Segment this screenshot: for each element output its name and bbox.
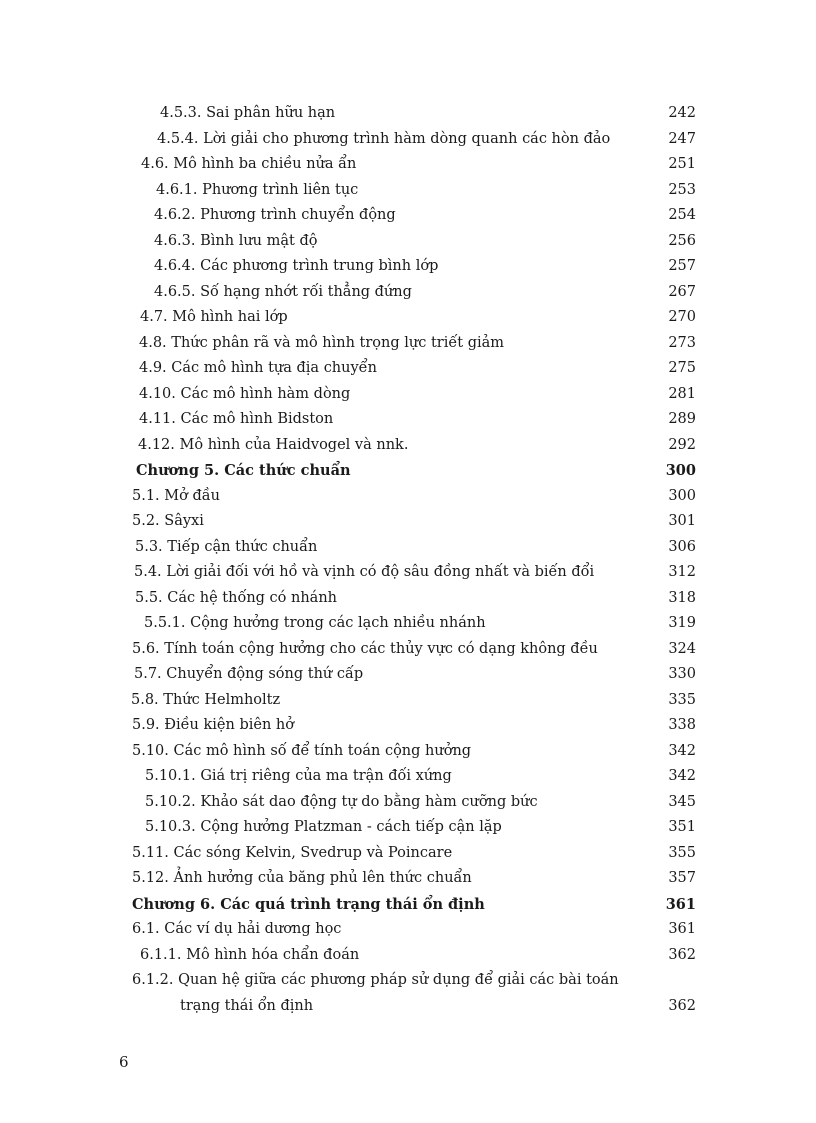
toc-entry-title: 5.10.1. Giá trị riêng của ma trận đối xứng	[145, 768, 452, 784]
toc-entry-title: 5.12. Ảnh hưởng của băng phủ lên thức chuẩn	[132, 870, 472, 886]
toc-entry-page: 306	[668, 538, 696, 555]
toc-entry-page: 242	[668, 105, 696, 121]
toc-entry	[0, 178, 816, 204]
toc-entry-title: 5.1. Mở đầu	[132, 487, 220, 504]
toc-entry-title: 5.10. Các mô hình số để tính toán cộng hưởng	[132, 742, 472, 759]
toc-entry-page: 319	[668, 615, 696, 631]
toc-entry-page: 289	[668, 411, 696, 427]
toc-entry-title: 5.6. Tính toán cộng hưởng cho các thủy vực có dạng không đều	[132, 640, 598, 657]
toc-entry-title: 6.1.2. Quan hệ giữa các phương pháp sử dụng để giải các bài toán	[132, 972, 619, 988]
toc-entry-page: 273	[668, 334, 696, 351]
toc-entry	[0, 127, 816, 153]
toc-entry	[0, 433, 816, 459]
toc-entry	[0, 713, 816, 739]
toc-entry	[0, 790, 816, 816]
toc-entry-page: 281	[668, 385, 696, 402]
toc-entry	[0, 841, 816, 867]
toc-entry-page: 257	[668, 258, 696, 274]
toc-entry-page: 361	[668, 921, 696, 937]
toc-entry-title: 6.1. Các ví dụ hải dương học	[132, 921, 342, 937]
toc-entry-page: 342	[668, 742, 696, 759]
toc-entry-page: 351	[668, 819, 696, 835]
toc-entry-title: 4.7. Mô hình hai lớp	[140, 309, 288, 325]
toc-entry-title: 5.7. Chuyển động sóng thứ cấp	[134, 666, 364, 682]
toc-entry-title: 5.8. Thức Helmholtz	[131, 691, 281, 708]
toc-entry-title: 4.5.4. Lời giải cho phương trình hàm dòng quanh các hòn đảo	[157, 130, 611, 147]
toc-entry-page: 324	[668, 640, 696, 657]
toc-entry	[0, 280, 816, 306]
toc-entry	[0, 866, 816, 892]
toc-entry-title: Chương 6. Các quá trình trạng thái ổn định	[132, 895, 485, 913]
toc-entry-page: 301	[668, 513, 696, 529]
toc-entry-title: 4.6. Mô hình ba chiều nửa ẩn	[141, 156, 357, 172]
toc-entry-page: 312	[668, 564, 696, 580]
toc-chapter-heading	[0, 892, 816, 918]
toc-entry-title: 5.10.2. Khảo sát dao động tự do bằng hàm cưỡng bức	[145, 793, 538, 810]
toc-entry-title: 4.9. Các mô hình tựa địa chuyển	[139, 360, 377, 376]
toc-entry-title: 5.5.1. Cộng hưởng trong các lạch nhiều nhánh	[144, 615, 486, 631]
toc-entry-title: 4.8. Thức phân rã và mô hình trọng lực triết giảm	[139, 334, 505, 351]
toc-entry	[0, 152, 816, 178]
toc-entry-page: 362	[668, 997, 696, 1014]
page-number: 6	[119, 1053, 129, 1071]
toc-entry-page: 361	[665, 895, 696, 913]
toc-entry-page: 362	[668, 946, 696, 963]
toc-entry	[0, 509, 816, 535]
toc-entry-page: 300	[668, 487, 696, 504]
toc-entry	[0, 229, 816, 255]
table-of-contents	[0, 101, 816, 1019]
toc-entry-page: 355	[668, 844, 696, 861]
toc-entry-title: 5.5. Các hệ thống có nhánh	[135, 589, 338, 606]
toc-entry-page: 342	[668, 768, 696, 784]
toc-entry	[0, 101, 816, 127]
toc-entry-page: 253	[668, 181, 696, 198]
toc-entry-page: 345	[668, 793, 696, 810]
toc-entry	[0, 739, 816, 765]
toc-entry-page: 300	[665, 462, 696, 479]
toc-entry-title: 4.6.2. Phương trình chuyển động	[154, 207, 396, 223]
toc-entry-title: 5.3. Tiếp cận thức chuẩn	[135, 538, 318, 555]
toc-entry-page: 254	[668, 207, 696, 223]
toc-entry-page: 275	[668, 360, 696, 376]
toc-entry-page: 247	[668, 130, 696, 147]
toc-entry-page: 335	[668, 691, 696, 708]
toc-entry	[0, 943, 816, 969]
toc-entry	[0, 484, 816, 510]
toc-entry	[0, 560, 816, 586]
toc-entry	[0, 331, 816, 357]
toc-entry	[0, 662, 816, 688]
toc-entry-continuation	[0, 994, 816, 1020]
toc-entry-title: 4.6.4. Các phương trình trung bình lớp	[154, 258, 439, 274]
toc-entry-title: 4.11. Các mô hình Bidston	[139, 411, 334, 427]
toc-entry-title: 4.6.5. Số hạng nhớt rối thẳng đứng	[154, 283, 412, 300]
toc-entry-page: 318	[668, 589, 696, 606]
toc-entry-page: 256	[668, 232, 696, 249]
toc-entry-title: 5.11. Các sóng Kelvin, Svedrup và Poincare	[132, 844, 453, 861]
toc-entry-page: 270	[668, 309, 696, 325]
toc-entry	[0, 356, 816, 382]
toc-entry-title: 6.1.1. Mô hình hóa chẩn đoán	[140, 946, 360, 963]
toc-entry-page: 357	[668, 870, 696, 886]
toc-entry-title: Chương 5. Các thức chuẩn	[136, 462, 351, 479]
toc-entry	[0, 637, 816, 663]
toc-entry	[0, 611, 816, 637]
toc-entry-page: 330	[668, 666, 696, 682]
toc-entry-title: 4.5.3. Sai phân hữu hạn	[160, 105, 336, 121]
toc-entry-page: 338	[668, 717, 696, 733]
toc-entry	[0, 815, 816, 841]
toc-entry	[0, 917, 816, 943]
toc-entry-title: 4.6.3. Bình lưu mật độ	[154, 232, 318, 249]
toc-entry	[0, 305, 816, 331]
toc-entry	[0, 203, 816, 229]
toc-entry-page: 267	[668, 283, 696, 300]
toc-entry-title: 5.4. Lời giải đối với hồ và vịnh có độ sâu đồng nhất và biến đổi	[134, 564, 595, 580]
toc-entry-title: 4.10. Các mô hình hàm dòng	[139, 385, 351, 402]
toc-entry	[0, 764, 816, 790]
toc-entry	[0, 407, 816, 433]
toc-entry-title: 5.2. Sâyxi	[132, 513, 204, 529]
toc-entry-page: 292	[668, 436, 696, 453]
toc-entry-page: 251	[668, 156, 696, 172]
toc-chapter-heading	[0, 458, 816, 484]
toc-entry	[0, 968, 816, 994]
toc-entry-title: trạng thái ổn định	[180, 997, 314, 1014]
toc-entry	[0, 382, 816, 408]
toc-entry	[0, 254, 816, 280]
toc-entry-title: 5.10.3. Cộng hưởng Platzman - cách tiếp cận lặp	[145, 819, 502, 835]
toc-entry	[0, 586, 816, 612]
toc-entry-title: 5.9. Điều kiện biên hở	[132, 717, 294, 733]
toc-entry-title: 4.12. Mô hình của Haidvogel và nnk.	[138, 436, 409, 453]
toc-entry-title: 4.6.1. Phương trình liên tục	[156, 181, 359, 198]
toc-entry	[0, 688, 816, 714]
toc-entry	[0, 535, 816, 561]
